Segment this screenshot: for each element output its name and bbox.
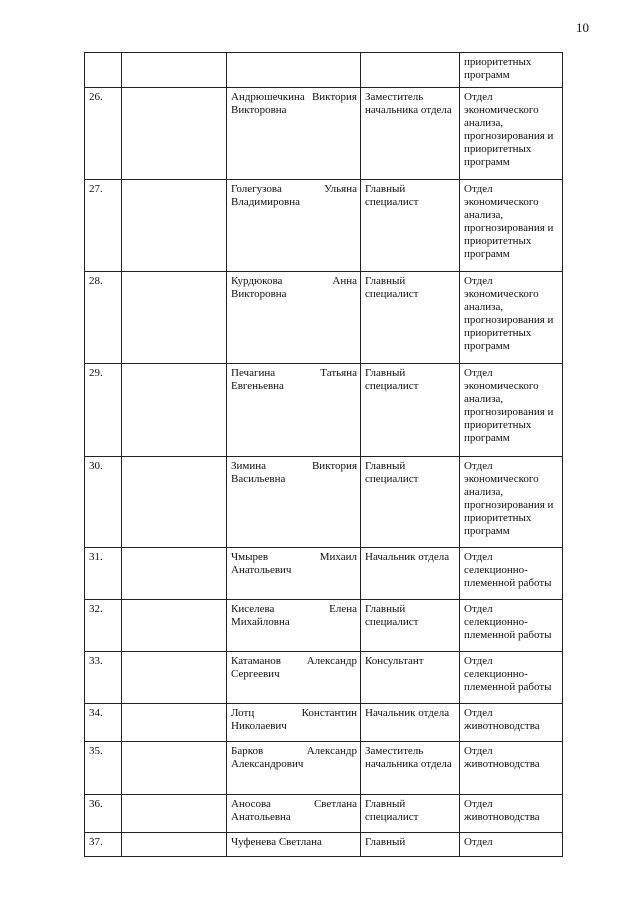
blank-cell: [122, 704, 227, 742]
blank-cell: [122, 742, 227, 795]
blank-cell: [122, 53, 227, 88]
table-row: [85, 704, 563, 742]
table-row: [85, 795, 563, 833]
table-row: [85, 548, 563, 600]
blank-cell: [122, 88, 227, 180]
row-number-cell: 29.: [85, 364, 122, 457]
position-cell: Начальник отдела: [361, 548, 460, 600]
row-number-cell: 28.: [85, 272, 122, 364]
position-cell: Начальник отдела: [361, 704, 460, 742]
department-cell: Отдел экономического анализа, прогнозирования и приоритетных программ: [460, 457, 563, 548]
page-number: 10: [576, 20, 589, 35]
row-number-cell: 36.: [85, 795, 122, 833]
table-row: [85, 88, 563, 180]
blank-cell: [122, 548, 227, 600]
row-number-cell: 37.: [85, 833, 122, 857]
position-cell: Главный специалист: [361, 272, 460, 364]
position-cell: [361, 53, 460, 88]
table-row: [85, 600, 563, 652]
department-cell: Отдел экономического анализа, прогнозирования и приоритетных программ: [460, 180, 563, 272]
position-cell: Консультант: [361, 652, 460, 704]
department-cell: Отдел экономического анализа, прогнозирования и приоритетных программ: [460, 88, 563, 180]
row-number-cell: 27.: [85, 180, 122, 272]
row-number-cell: 34.: [85, 704, 122, 742]
department-cell: Отдел селекционно-племенной работы: [460, 600, 563, 652]
full-name-cell: Печагина Татьяна Евгеньевна: [227, 364, 361, 457]
department-cell: Отдел селекционно-племенной работы: [460, 548, 563, 600]
department-cell: Отдел животноводства: [460, 742, 563, 795]
row-number-cell: [85, 53, 122, 88]
blank-cell: [122, 600, 227, 652]
department-cell: приоритетных программ: [460, 53, 563, 88]
full-name-cell: [227, 53, 361, 88]
position-cell: Главный специалист: [361, 600, 460, 652]
table-row: [85, 53, 563, 88]
table-row: [85, 652, 563, 704]
table-row: [85, 364, 563, 457]
staff-table-body: [85, 53, 563, 857]
row-number-cell: 35.: [85, 742, 122, 795]
blank-cell: [122, 652, 227, 704]
position-cell: Главный специалист: [361, 180, 460, 272]
full-name-cell: Курдюкова Анна Викторовна: [227, 272, 361, 364]
department-cell: Отдел: [460, 833, 563, 857]
row-number-cell: 26.: [85, 88, 122, 180]
table-row: [85, 742, 563, 795]
department-cell: Отдел животноводства: [460, 795, 563, 833]
blank-cell: [122, 795, 227, 833]
full-name-cell: Чуфенева Светлана: [227, 833, 361, 857]
table-row: [85, 833, 563, 857]
full-name-cell: Аносова Светлана Анатольевна: [227, 795, 361, 833]
full-name-cell: Катаманов Александр Сергеевич: [227, 652, 361, 704]
full-name-cell: Зимина Виктория Васильевна: [227, 457, 361, 548]
full-name-cell: Лотц Константин Николаевич: [227, 704, 361, 742]
row-number-cell: 32.: [85, 600, 122, 652]
row-number-cell: 30.: [85, 457, 122, 548]
full-name-cell: Киселева Елена Михайловна: [227, 600, 361, 652]
full-name-cell: Барков Александр Александрович: [227, 742, 361, 795]
position-cell: Главный специалист: [361, 795, 460, 833]
blank-cell: [122, 180, 227, 272]
department-cell: Отдел экономического анализа, прогнозирования и приоритетных программ: [460, 364, 563, 457]
department-cell: Отдел селекционно-племенной работы: [460, 652, 563, 704]
position-cell: Главный специалист: [361, 457, 460, 548]
blank-cell: [122, 364, 227, 457]
position-cell: Заместитель начальника отдела: [361, 88, 460, 180]
staff-table: [84, 52, 563, 857]
row-number-cell: 33.: [85, 652, 122, 704]
full-name-cell: Андрюшечкина Виктория Викторовна: [227, 88, 361, 180]
department-cell: Отдел животноводства: [460, 704, 563, 742]
table-row: [85, 272, 563, 364]
blank-cell: [122, 272, 227, 364]
full-name-cell: Чмырев Михаил Анатольевич: [227, 548, 361, 600]
table-row: [85, 457, 563, 548]
blank-cell: [122, 833, 227, 857]
position-cell: Главный: [361, 833, 460, 857]
blank-cell: [122, 457, 227, 548]
table-row: [85, 180, 563, 272]
row-number-cell: 31.: [85, 548, 122, 600]
position-cell: Главный специалист: [361, 364, 460, 457]
full-name-cell: Голегузова Ульяна Владимировна: [227, 180, 361, 272]
department-cell: Отдел экономического анализа, прогнозирования и приоритетных программ: [460, 272, 563, 364]
position-cell: Заместитель начальника отдела: [361, 742, 460, 795]
